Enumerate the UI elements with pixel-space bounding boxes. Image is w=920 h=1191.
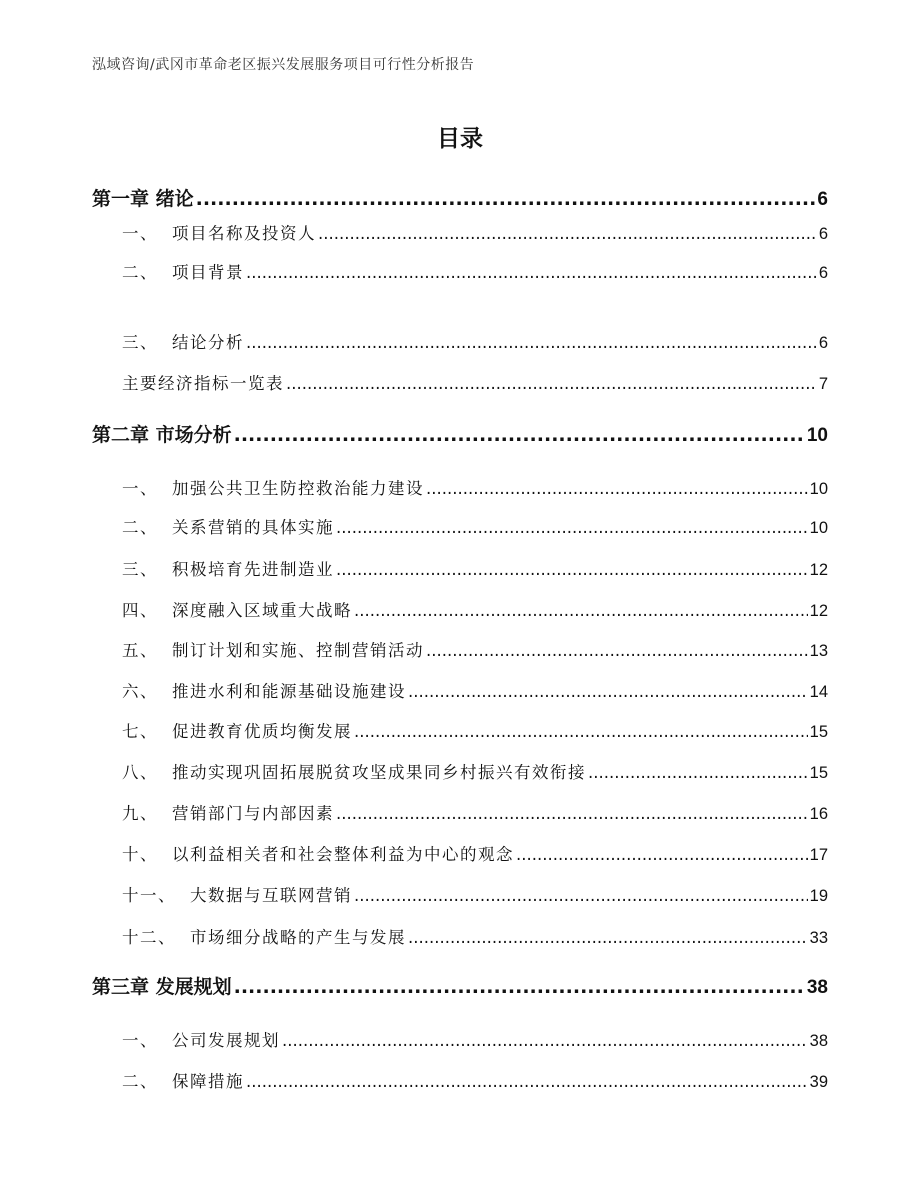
section-number: 十一、 <box>122 886 176 905</box>
section-number: 八、 <box>122 763 158 782</box>
dot-leader <box>246 1072 808 1091</box>
dot-leader <box>354 722 808 741</box>
page-number: 15 <box>809 764 828 782</box>
entry-label: 推进水利和能源基础设施建设 <box>172 682 406 701</box>
entry-label: 保障措施 <box>172 1072 244 1091</box>
dot-leader <box>234 976 805 998</box>
dot-leader <box>354 601 808 620</box>
entry-label: 大数据与互联网营销 <box>190 886 352 905</box>
toc-section-entry[interactable] <box>92 718 828 742</box>
dot-leader <box>318 224 817 243</box>
entry-label: 深度融入区域重大战略 <box>172 601 352 620</box>
dot-leader <box>196 188 816 210</box>
entry-label: 市场细分战略的产生与发展 <box>190 928 406 947</box>
dot-leader <box>286 374 817 393</box>
section-number: 九、 <box>122 804 158 823</box>
dot-leader <box>336 560 808 579</box>
section-number: 一、 <box>122 479 158 498</box>
running-header: 泓域咨询/武冈市革命老区振兴发展服务项目可行性分析报告 <box>92 57 475 73</box>
page-number: 17 <box>809 846 828 864</box>
page-number: 12 <box>809 561 828 579</box>
page-number: 38 <box>809 1032 828 1050</box>
dot-leader <box>426 479 808 498</box>
entry-label: 营销部门与内部因素 <box>172 804 334 823</box>
entry-label: 加强公共卫生防控救治能力建设 <box>172 479 424 498</box>
toc-section-entry[interactable] <box>92 259 828 283</box>
section-number: 三、 <box>122 560 158 579</box>
dot-leader <box>282 1031 808 1050</box>
section-number: 三、 <box>122 333 158 352</box>
page-number: 13 <box>809 642 828 660</box>
section-number: 七、 <box>122 722 158 741</box>
entry-label: 公司发展规划 <box>172 1031 280 1050</box>
toc-section-entry[interactable] <box>92 597 828 621</box>
dot-leader <box>246 333 817 352</box>
entry-label: 制订计划和实施、控制营销活动 <box>172 641 424 660</box>
entry-label: 促进教育优质均衡发展 <box>172 722 352 741</box>
section-number: 一、 <box>122 224 158 243</box>
entry-label: 积极培育先进制造业 <box>172 560 334 579</box>
entry-label: 第一章 绪论 <box>92 188 194 210</box>
page-number: 6 <box>818 334 828 352</box>
dot-leader <box>234 424 805 446</box>
page-number: 15 <box>809 723 828 741</box>
section-number: 五、 <box>122 641 158 660</box>
page-number: 39 <box>809 1073 828 1091</box>
dot-leader <box>408 682 808 701</box>
dot-leader <box>408 928 808 947</box>
page-number: 16 <box>809 805 828 823</box>
section-number: 二、 <box>122 1072 158 1091</box>
section-number: 十、 <box>122 845 158 864</box>
entry-label: 第二章 市场分析 <box>92 424 232 446</box>
page-number: 7 <box>818 375 828 393</box>
entry-label: 结论分析 <box>172 333 244 352</box>
section-number: 四、 <box>122 601 158 620</box>
toc-section-entry[interactable] <box>92 1027 828 1051</box>
page-number: 33 <box>809 929 828 947</box>
page-number: 6 <box>818 225 828 243</box>
toc-section-entry[interactable] <box>92 370 828 394</box>
toc-section-entry[interactable] <box>92 800 828 824</box>
toc-section-entry[interactable] <box>92 556 828 580</box>
toc-section-entry[interactable] <box>92 329 828 353</box>
section-number: 十二、 <box>122 928 176 947</box>
section-number: 六、 <box>122 682 158 701</box>
entry-label: 推动实现巩固拓展脱贫攻坚成果同乡村振兴有效衔接 <box>172 763 586 782</box>
toc-section-entry[interactable] <box>92 514 828 538</box>
entry-label: 关系营销的具体实施 <box>172 518 334 537</box>
dot-leader <box>336 804 808 823</box>
section-number: 二、 <box>122 263 158 282</box>
dot-leader <box>426 641 808 660</box>
dot-leader <box>336 518 808 537</box>
toc-section-entry[interactable] <box>92 841 828 865</box>
entry-label: 主要经济指标一览表 <box>122 374 284 393</box>
dot-leader <box>354 886 808 905</box>
page-number: 38 <box>806 977 828 998</box>
page-number: 12 <box>809 602 828 620</box>
page-number: 6 <box>818 264 828 282</box>
toc-chapter-entry[interactable] <box>92 420 828 447</box>
toc-section-entry[interactable] <box>92 678 828 702</box>
toc-title: 目录 <box>437 126 483 152</box>
toc-section-entry[interactable] <box>92 759 828 783</box>
toc-section-entry[interactable] <box>92 882 828 906</box>
entry-label: 项目名称及投资人 <box>172 224 316 243</box>
toc-section-entry[interactable] <box>92 220 828 244</box>
dot-leader <box>516 845 808 864</box>
toc-section-entry[interactable] <box>92 1068 828 1092</box>
page-number: 10 <box>809 519 828 537</box>
toc-chapter-entry[interactable] <box>92 972 828 999</box>
entry-label: 以利益相关者和社会整体利益为中心的观念 <box>172 845 514 864</box>
toc-section-entry[interactable] <box>92 924 828 948</box>
entry-label: 第三章 发展规划 <box>92 976 232 998</box>
dot-leader <box>588 763 808 782</box>
page-number: 6 <box>817 189 828 210</box>
dot-leader <box>246 263 817 282</box>
page-number: 19 <box>809 887 828 905</box>
entry-label: 项目背景 <box>172 263 244 282</box>
toc-section-entry[interactable] <box>92 637 828 661</box>
section-number: 一、 <box>122 1031 158 1050</box>
toc-chapter-entry[interactable] <box>92 184 828 211</box>
page-number: 10 <box>806 425 828 446</box>
page-number: 14 <box>809 683 828 701</box>
page-number: 10 <box>809 480 828 498</box>
toc-section-entry[interactable] <box>92 475 828 499</box>
section-number: 二、 <box>122 518 158 537</box>
